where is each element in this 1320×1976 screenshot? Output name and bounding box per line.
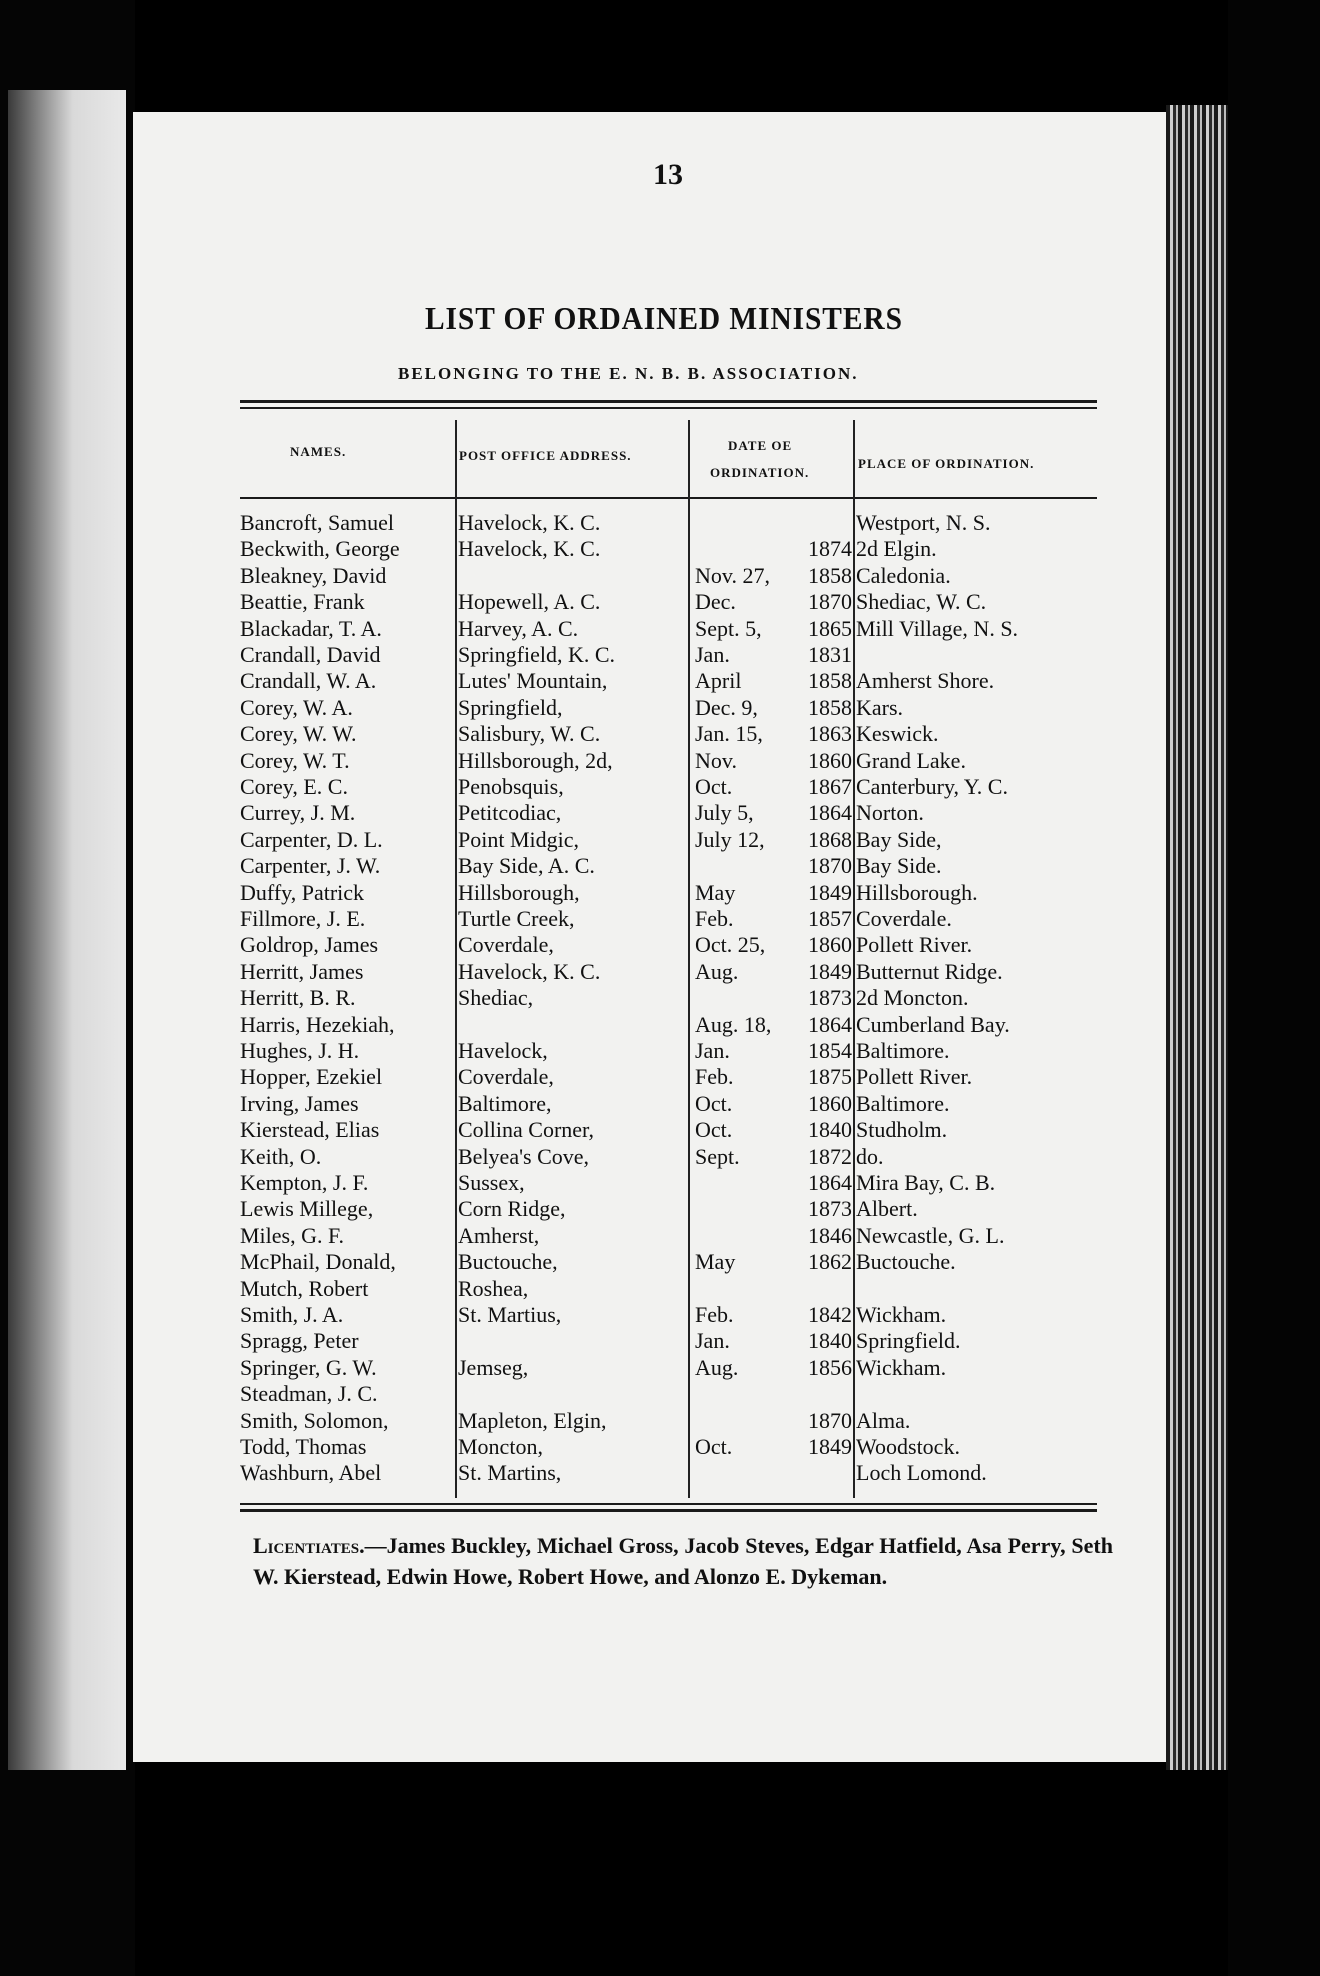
licentiates-paragraph [253, 1530, 1113, 1592]
ordination-date: Aug. [695, 1354, 739, 1380]
ordination-date: May [695, 1249, 736, 1275]
ordination-date: Sept. [695, 1143, 740, 1169]
ordination-year: 1875 [808, 1064, 852, 1090]
post-office-address: Havelock, [458, 1038, 548, 1063]
ordination-date: Nov. [695, 747, 737, 773]
ordination-year: 1873 [808, 985, 852, 1011]
place-of-ordination: 2d Elgin. [856, 536, 937, 562]
post-office-address: Roshea, [458, 1275, 529, 1301]
post-office-address: Shediac, [458, 985, 534, 1011]
minister-name: Corey, W. T. [240, 747, 350, 773]
place-of-ordination: Caledonia. [856, 562, 951, 588]
minister-name: Bancroft, Samuel [240, 510, 394, 535]
header-bottom-rule [240, 497, 1097, 499]
post-office-address: Mapleton, Elgin, [458, 1407, 607, 1433]
ordination-date: Feb. [695, 906, 734, 931]
place-of-ordination: Alma. [856, 1407, 911, 1433]
minister-name: Mutch, Robert [240, 1275, 369, 1301]
ordination-year: 1868 [808, 826, 852, 852]
ordination-year: 1858 [808, 562, 852, 588]
table-bottom-rule [240, 1503, 1097, 1505]
place-of-ordination: Mira Bay, C. B. [856, 1170, 996, 1195]
film-border-right [1228, 0, 1320, 1976]
ordination-year: 1856 [808, 1354, 852, 1380]
ordination-date: Oct. [695, 1434, 733, 1459]
place-of-ordination: Mill Village, N. S. [856, 615, 1019, 641]
ordination-year: 1849 [808, 879, 852, 905]
ordination-year: 1874 [808, 536, 852, 562]
minister-name: Duffy, Patrick [240, 879, 365, 905]
post-office-address: Lutes' Mountain, [458, 668, 608, 694]
post-office-address: Sussex, [458, 1170, 525, 1195]
post-office-address: Turtle Creek, [458, 906, 575, 931]
ordination-year: 1831 [808, 642, 852, 667]
minister-name: Carpenter, D. L. [240, 826, 383, 852]
page-subtitle: BELONGING TO THE E. N. B. B. ASSOCIATION. [398, 364, 859, 383]
ordination-date: Nov. 27, [695, 562, 770, 588]
post-office-address: Havelock, K. C. [458, 536, 601, 562]
minister-name: Blackadar, T. A. [240, 615, 382, 641]
ordination-year: 1862 [808, 1249, 852, 1275]
place-of-ordination: Pollett River. [856, 1064, 973, 1090]
header-date-line2: ORDINATION. [710, 465, 810, 480]
minister-name: Lewis Millege, [240, 1196, 374, 1222]
post-office-address: Point Midgic, [458, 826, 580, 852]
minister-name: Hopper, Ezekiel [240, 1064, 383, 1090]
post-office-address: Hillsborough, 2d, [458, 747, 613, 773]
ordination-date: Dec. [695, 589, 736, 615]
ordination-date: Dec. 9, [695, 694, 758, 720]
minister-name: Harris, Hezekiah, [240, 1011, 395, 1037]
minister-name: Beckwith, George [240, 536, 400, 562]
place-of-ordination: Coverdale. [856, 906, 952, 931]
place-of-ordination: Grand Lake. [856, 747, 966, 773]
place-of-ordination: Baltimore. [856, 1090, 950, 1116]
minister-name: Steadman, J. C. [240, 1381, 378, 1407]
place-of-ordination: Canterbury, Y. C. [856, 774, 1008, 799]
place-of-ordination: Shediac, W. C. [856, 589, 987, 615]
place-of-ordination: Albert. [856, 1196, 918, 1222]
ordination-year: 1854 [808, 1038, 852, 1063]
minister-name: Springer, G. W. [240, 1354, 377, 1380]
post-office-address: Bay Side, A. C. [458, 853, 595, 879]
place-of-ordination: do. [856, 1143, 884, 1169]
post-office-address: Penobsquis, [458, 774, 564, 799]
ordination-year: 1849 [808, 1434, 852, 1459]
ordination-date: Jan. [695, 1328, 730, 1354]
ordination-date: Jan. [695, 1038, 730, 1063]
ordination-year: 1870 [808, 589, 852, 615]
table-top-rule [240, 400, 1097, 403]
place-of-ordination: Kars. [856, 694, 904, 720]
ordination-year: 1867 [808, 774, 852, 799]
place-of-ordination: Butternut Ridge. [856, 958, 1003, 984]
ordination-date: April [695, 668, 742, 694]
ordination-year: 1870 [808, 1407, 852, 1433]
ordination-year: 1858 [808, 694, 852, 720]
minister-name: Washburn, Abel [240, 1460, 382, 1486]
ordination-year: 1840 [808, 1117, 852, 1143]
minister-name: Todd, Thomas [240, 1434, 367, 1459]
place-of-ordination: Pollett River. [856, 932, 973, 958]
post-office-address: Baltimore, [458, 1090, 552, 1116]
ordination-year: 1863 [808, 721, 852, 747]
ordination-date: May [695, 879, 736, 905]
minister-name: Smith, J. A. [240, 1302, 344, 1327]
place-of-ordination: 2d Moncton. [856, 985, 969, 1011]
post-office-address: Salisbury, W. C. [458, 721, 601, 747]
post-office-address: Havelock, K. C. [458, 510, 601, 535]
ordination-year: 1849 [808, 958, 852, 984]
divider-post-date [688, 420, 690, 1498]
divider-names-post [455, 420, 457, 1498]
minister-name: Bleakney, David [240, 562, 387, 588]
minister-name: Miles, G. F. [240, 1222, 344, 1248]
ordination-date: Oct. [695, 1090, 733, 1116]
minister-name: Corey, W. A. [240, 694, 353, 720]
header-names: NAMES. [290, 444, 347, 459]
post-office-address: Collina Corner, [458, 1117, 594, 1143]
post-office-address: Buctouche, [458, 1249, 558, 1275]
table-bottom-rule-thick [240, 1509, 1097, 1512]
header-place: PLACE OF ORDINATION. [858, 456, 1035, 471]
minister-name: Herritt, James [240, 958, 364, 984]
post-office-address: Coverdale, [458, 1064, 554, 1090]
place-of-ordination: Buctouche. [856, 1249, 956, 1275]
post-office-address: Belyea's Cove, [458, 1143, 590, 1169]
ordination-year: 1860 [808, 932, 852, 958]
post-office-address: Springfield, [458, 694, 563, 720]
ordination-year: 1870 [808, 853, 852, 879]
ordination-year: 1864 [808, 1011, 852, 1037]
minister-name: Currey, J. M. [240, 800, 356, 826]
minister-name: Smith, Solomon, [240, 1407, 389, 1433]
place-of-ordination: Studholm. [856, 1117, 948, 1143]
place-of-ordination: Springfield. [856, 1328, 961, 1354]
place-of-ordination: Bay Side. [856, 853, 942, 879]
minister-name: Fillmore, J. E. [240, 906, 366, 931]
ordination-date: Feb. [695, 1302, 734, 1327]
post-office-address: Havelock, K. C. [458, 958, 601, 984]
ordination-date: Jan. [695, 642, 730, 667]
minister-name: Keith, O. [240, 1143, 322, 1169]
minister-name: Goldrop, James [240, 932, 379, 958]
minister-name: Beattie, Frank [240, 589, 365, 615]
post-office-address: Hopewell, A. C. [458, 589, 601, 615]
ordination-year: 1846 [808, 1222, 852, 1248]
place-of-ordination: Baltimore. [856, 1038, 950, 1063]
ordination-date: Feb. [695, 1064, 734, 1090]
page-number: 13 [653, 158, 683, 191]
place-of-ordination: Woodstock. [856, 1434, 960, 1459]
ordination-year: 1840 [808, 1328, 852, 1354]
ordination-year: 1873 [808, 1196, 852, 1222]
minister-name: Crandall, David [240, 642, 381, 667]
minister-name: Spragg, Peter [240, 1328, 359, 1354]
licentiates-heading: Licentiates. [253, 1533, 365, 1558]
post-office-address: Coverdale, [458, 932, 554, 958]
post-office-address: Jemseg, [458, 1354, 529, 1380]
post-office-address: Petitcodiac, [458, 800, 562, 826]
minister-name: Carpenter, J. W. [240, 853, 381, 879]
post-office-address: Corn Ridge, [458, 1196, 566, 1222]
place-of-ordination: Loch Lomond. [856, 1460, 987, 1486]
ordination-year: 1842 [808, 1302, 852, 1327]
post-office-address: Amherst, [458, 1222, 540, 1248]
divider-date-place [853, 420, 855, 1498]
minister-name: Irving, James [240, 1090, 359, 1116]
post-office-address: Hillsborough, [458, 879, 580, 905]
ordination-year: 1857 [808, 906, 852, 931]
ordination-year: 1860 [808, 1090, 852, 1116]
ordination-year: 1865 [808, 615, 852, 641]
minister-name: Corey, E. C. [240, 774, 348, 799]
facing-page-edge [8, 90, 126, 1770]
page-stack-edge [1166, 105, 1228, 1770]
ordination-year: 1858 [808, 668, 852, 694]
place-of-ordination: Newcastle, G. L. [856, 1222, 1005, 1248]
ordination-year: 1860 [808, 747, 852, 773]
ordination-date: Sept. 5, [695, 615, 762, 641]
ordination-date: Jan. 15, [695, 721, 763, 747]
ordination-year: 1864 [808, 800, 852, 826]
place-of-ordination: Bay Side, [856, 826, 942, 852]
place-of-ordination: Wickham. [856, 1302, 947, 1327]
ordination-date: Oct. [695, 774, 733, 799]
header-date-line1: DATE OE [728, 438, 793, 453]
post-office-address: St. Martins, [458, 1460, 562, 1486]
post-office-address: St. Martius, [458, 1302, 562, 1327]
ordination-year: 1872 [808, 1143, 852, 1169]
minister-name: Crandall, W. A. [240, 668, 377, 694]
ordination-year: 1864 [808, 1170, 852, 1195]
minister-name: Corey, W. W. [240, 721, 357, 747]
minister-name: McPhail, Donald, [240, 1249, 396, 1275]
minister-name: Herritt, B. R. [240, 985, 356, 1011]
minister-name: Hughes, J. H. [240, 1038, 360, 1063]
minister-name: Kierstead, Elias [240, 1117, 380, 1143]
ordination-date: Aug. 18, [695, 1011, 772, 1037]
place-of-ordination: Norton. [856, 800, 924, 826]
table-top-rule-thin [240, 407, 1097, 409]
ordination-date: Oct. [695, 1117, 733, 1143]
ordination-date: Aug. [695, 958, 739, 984]
post-office-address: Springfield, K. C. [458, 642, 616, 667]
ordination-date: Oct. 25, [695, 932, 766, 958]
place-of-ordination: Wickham. [856, 1354, 947, 1380]
minister-name: Kempton, J. F. [240, 1170, 369, 1195]
ordination-date: July 5, [695, 800, 754, 826]
post-office-address: Harvey, A. C. [458, 615, 579, 641]
header-post-office: POST OFFICE ADDRESS. [459, 448, 632, 463]
place-of-ordination: Westport, N. S. [856, 510, 991, 535]
post-office-address: Moncton, [458, 1434, 543, 1459]
place-of-ordination: Amherst Shore. [856, 668, 995, 694]
page-title: LIST OF ORDAINED MINISTERS [425, 300, 903, 336]
place-of-ordination: Cumberland Bay. [856, 1011, 1010, 1037]
place-of-ordination: Keswick. [856, 721, 939, 747]
ordination-date: July 12, [695, 826, 765, 852]
licentiates-list: —James Buckley, Michael Gross, Jacob Steves, Edgar Hatfield, Asa Perry, Seth W. Kierstead, Edwin Howe, Robert Howe, and Alonzo E. Dykeman. [253, 1533, 1113, 1589]
place-of-ordination: Hillsborough. [856, 879, 978, 905]
